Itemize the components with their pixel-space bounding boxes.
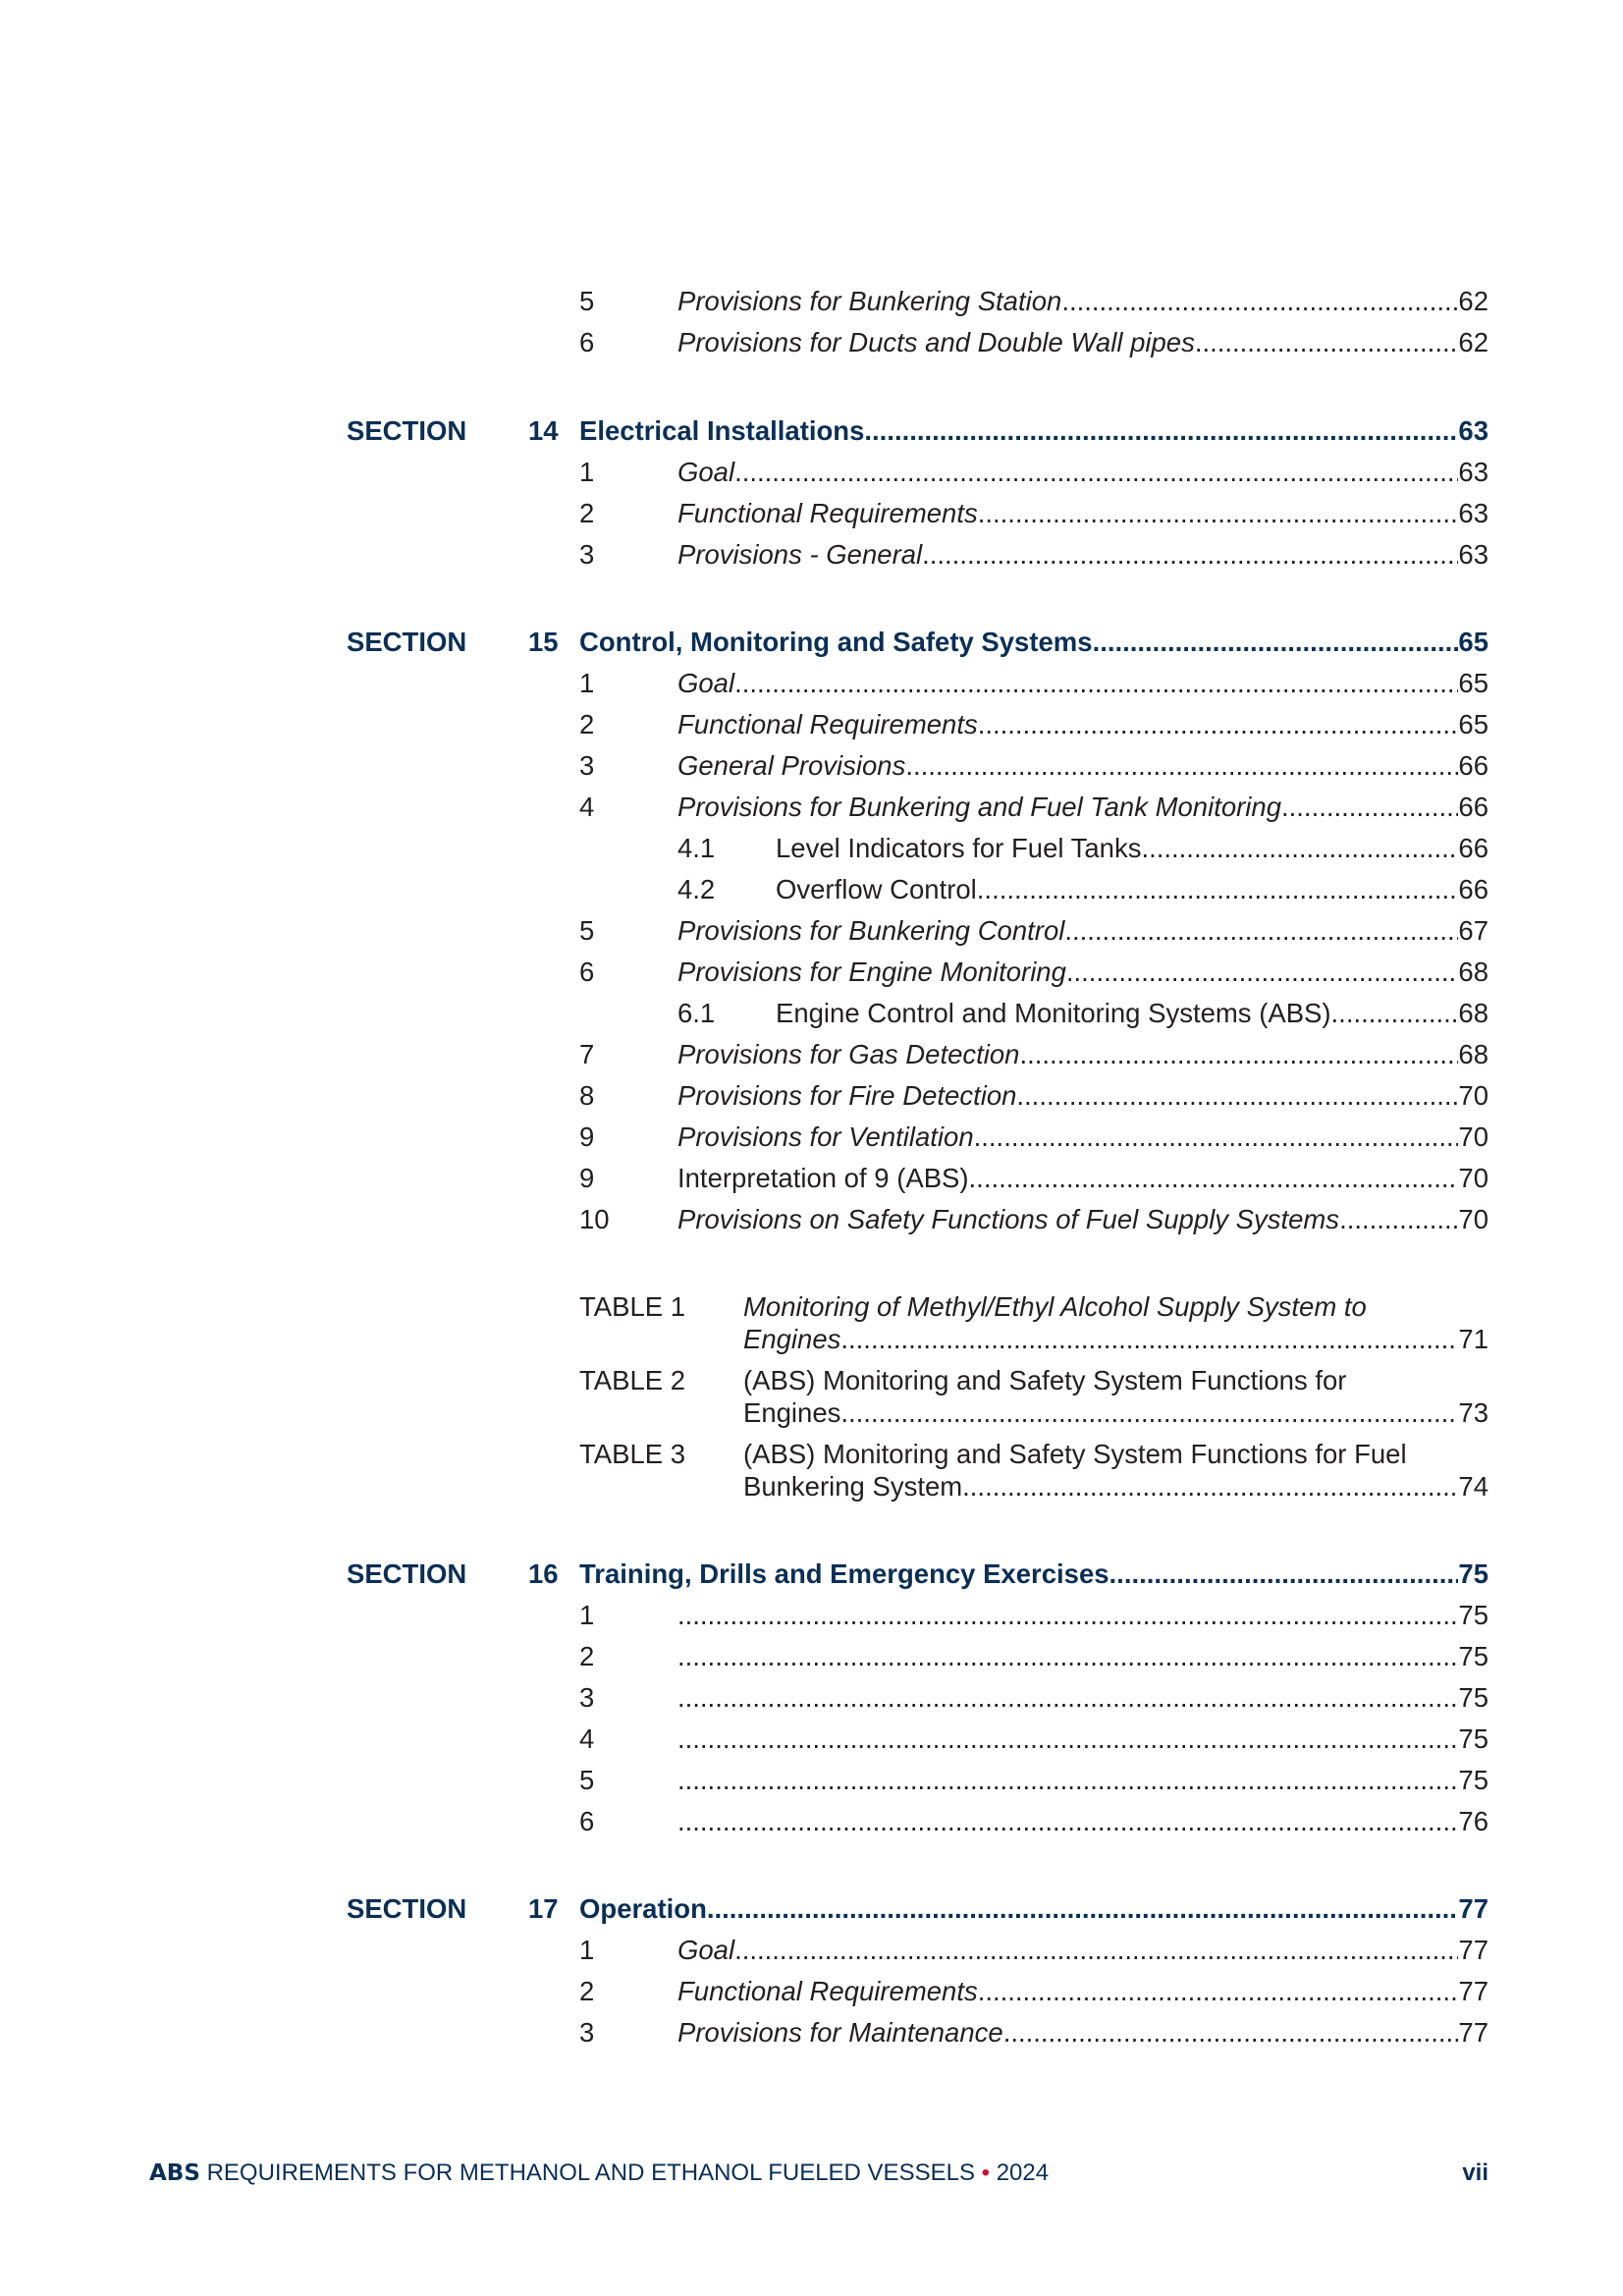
section-number: 15 — [528, 627, 559, 657]
section-title: Training, Drills and Emergency Exercises — [579, 1558, 1109, 1589]
entry-leader — [677, 1637, 1488, 1676]
table-label: TABLE 3 — [579, 1439, 686, 1469]
section-title: Operation — [579, 1893, 707, 1924]
toc-entry[interactable] — [0, 788, 1623, 827]
entry-title: Functional Requirements — [677, 709, 978, 739]
entry-leader — [743, 1320, 1488, 1359]
section-label: SECTION — [347, 415, 467, 446]
footer-bullet: • — [981, 2159, 991, 2186]
dot-leader — [734, 664, 1458, 703]
entry-page: 75 — [1458, 1765, 1488, 1795]
entry-title: Provisions for Ventilation — [677, 1121, 974, 1152]
toc-entry[interactable] — [0, 1972, 1623, 2011]
entry-title: Provisions for Gas Detection — [677, 1039, 1020, 1069]
section-heading-16[interactable] — [0, 1555, 1623, 1594]
dot-leader — [677, 1761, 1458, 1800]
toc-entry[interactable] — [0, 1637, 1623, 1676]
subentry-title: Level Indicators for Fuel Tanks — [776, 833, 1142, 863]
toc-entry[interactable] — [0, 1076, 1623, 1116]
toc-entry[interactable] — [0, 1159, 1623, 1198]
entry-leader — [677, 1200, 1488, 1239]
toc-entry[interactable] — [0, 1200, 1623, 1239]
entry-number: 6 — [579, 1806, 595, 1836]
section-page: 77 — [1458, 1893, 1488, 1924]
entry-page: 66 — [1458, 874, 1488, 904]
entry-number: 10 — [579, 1204, 610, 1234]
dot-leader — [1331, 994, 1459, 1033]
entry-leader — [677, 535, 1488, 574]
entry-leader — [677, 282, 1488, 321]
table-label: TABLE 2 — [579, 1365, 686, 1395]
entry-number: 7 — [579, 1039, 595, 1069]
dot-leader — [1064, 911, 1458, 951]
dot-leader — [707, 1889, 1459, 1929]
entry-page: 70 — [1458, 1121, 1488, 1152]
entry-title: Goal — [677, 1935, 735, 1965]
table-page: 73 — [1458, 1397, 1488, 1428]
entry-number: 4 — [579, 1723, 595, 1754]
section-title: Electrical Installations — [579, 415, 865, 446]
entry-page: 70 — [1458, 1163, 1488, 1193]
section-label: SECTION — [347, 627, 467, 657]
toc-entry[interactable] — [0, 1720, 1623, 1759]
dot-leader — [1195, 323, 1459, 362]
toc-subentry[interactable] — [0, 829, 1623, 868]
entry-number: 3 — [579, 1682, 595, 1713]
dot-leader — [734, 1931, 1458, 1970]
toc-entry[interactable] — [0, 535, 1623, 574]
entry-title: Provisions for Bunkering Station — [677, 286, 1062, 316]
toc-table-entry-cont[interactable] — [0, 1320, 1623, 1359]
entry-number: 5 — [579, 1765, 595, 1795]
dot-leader — [864, 411, 1458, 451]
entry-page: 66 — [1458, 750, 1488, 781]
dot-leader — [1003, 2013, 1459, 2052]
toc-entry[interactable] — [0, 953, 1623, 992]
table-label: TABLE 1 — [579, 1291, 686, 1322]
entry-leader — [677, 1596, 1488, 1635]
section-title: Control, Monitoring and Safety Systems — [579, 627, 1093, 657]
entry-page: 75 — [1458, 1641, 1488, 1671]
entry-leader — [677, 453, 1488, 492]
abs-logo: ABS — [149, 2160, 200, 2186]
entry-leader — [743, 1394, 1488, 1433]
dot-leader — [1093, 623, 1459, 662]
entry-page: 70 — [1458, 1204, 1488, 1234]
entry-number: 1 — [579, 1935, 595, 1965]
toc-entry[interactable] — [0, 664, 1623, 703]
entry-number: 4 — [579, 792, 595, 822]
section-heading-15[interactable] — [0, 623, 1623, 662]
entry-leader — [677, 1802, 1488, 1841]
entry-leader — [776, 870, 1488, 909]
section-heading-14[interactable] — [0, 411, 1623, 451]
entry-page: 63 — [1458, 539, 1488, 570]
dot-leader — [977, 870, 1459, 909]
subentry-number: 6.1 — [677, 998, 716, 1028]
entry-leader — [677, 1118, 1488, 1157]
entry-number: 9 — [579, 1121, 595, 1152]
section-label: SECTION — [347, 1893, 467, 1924]
entry-title: Goal — [677, 668, 735, 698]
entry-page: 75 — [1458, 1723, 1488, 1754]
section-leader — [579, 411, 1488, 451]
dot-leader — [677, 1802, 1458, 1841]
toc-entry[interactable] — [0, 1118, 1623, 1157]
entry-number: 2 — [579, 709, 595, 739]
entry-number: 2 — [579, 1641, 595, 1671]
dot-leader — [969, 1159, 1459, 1198]
entry-title: Provisions for Bunkering Control — [677, 915, 1065, 946]
dot-leader — [1016, 1076, 1458, 1116]
section-number: 14 — [528, 415, 559, 446]
entry-number: 8 — [579, 1080, 595, 1111]
dot-leader — [677, 1596, 1458, 1635]
toc-entry[interactable] — [0, 1596, 1623, 1635]
section-label: SECTION — [347, 1558, 467, 1589]
entry-page: 70 — [1458, 1080, 1488, 1111]
subentry-title: Overflow Control — [776, 874, 977, 904]
entry-title: Provisions for Engine Monitoring — [677, 957, 1066, 987]
dot-leader — [1141, 829, 1458, 868]
entry-leader — [677, 1076, 1488, 1116]
entry-page: 66 — [1458, 833, 1488, 863]
toc-entry[interactable] — [0, 1802, 1623, 1841]
entry-page: 63 — [1458, 457, 1488, 487]
table-title-line2: Bunkering System — [743, 1471, 963, 1502]
table-title-line2: Engines — [743, 1397, 841, 1428]
table-title-line1: (ABS) Monitoring and Safety System Functions for Fuel — [743, 1439, 1407, 1469]
toc-table-entry-cont[interactable] — [0, 1394, 1623, 1433]
footer-title — [149, 2154, 1049, 2193]
entry-title: Functional Requirements — [677, 1976, 978, 2006]
section-leader — [579, 1889, 1488, 1929]
entry-title: Provisions for Maintenance — [677, 2017, 1003, 2048]
toc-entry[interactable] — [0, 1761, 1623, 1800]
subentry-number: 4.1 — [677, 833, 716, 863]
section-page: 65 — [1458, 627, 1488, 657]
footer-page-number: vii — [1462, 2159, 1488, 2186]
entry-leader — [677, 705, 1488, 744]
entry-page: 75 — [1458, 1600, 1488, 1630]
toc-entry[interactable] — [0, 494, 1623, 533]
entry-page: 77 — [1458, 1976, 1488, 2006]
section-heading-17[interactable] — [0, 1889, 1623, 1929]
dot-leader — [677, 1678, 1458, 1718]
table-title-line1: Monitoring of Methyl/Ethyl Alcohol Supply System to — [743, 1291, 1367, 1322]
entry-leader — [677, 2013, 1488, 2052]
entry-leader — [677, 953, 1488, 992]
dot-leader — [978, 705, 1459, 744]
section-number: 17 — [528, 1893, 559, 1924]
subentry-title: Engine Control and Monitoring Systems (ABS) — [776, 998, 1331, 1028]
entry-leader — [776, 994, 1488, 1033]
page-footer — [0, 2154, 1623, 2193]
toc-entry[interactable] — [0, 2013, 1623, 2052]
entry-number: 9 — [579, 1163, 595, 1193]
entry-leader — [677, 1931, 1488, 1970]
entry-page: 77 — [1458, 2017, 1488, 2048]
toc-subentry[interactable] — [0, 870, 1623, 909]
toc-entry[interactable] — [0, 1035, 1623, 1074]
entry-page: 68 — [1458, 998, 1488, 1028]
entry-leader — [677, 1720, 1488, 1759]
entry-title: Interpretation of 9 (ABS) — [677, 1163, 969, 1193]
entry-number: 3 — [579, 2017, 595, 2048]
entry-title: Provisions for Fire Detection — [677, 1080, 1017, 1111]
section-leader — [579, 623, 1488, 662]
entry-page: 62 — [1458, 286, 1488, 316]
toc-entry[interactable] — [0, 323, 1623, 362]
entry-page: 63 — [1458, 498, 1488, 528]
entry-title: Functional Requirements — [677, 498, 978, 528]
footer-year: 2024 — [996, 2159, 1050, 2186]
entry-leader — [677, 1972, 1488, 2011]
entry-leader — [776, 829, 1488, 868]
entry-leader — [677, 494, 1488, 533]
dot-leader — [1061, 282, 1458, 321]
dot-leader — [1339, 1200, 1458, 1239]
entry-page: 65 — [1458, 668, 1488, 698]
entry-title: Goal — [677, 457, 735, 487]
dot-leader — [677, 1637, 1458, 1676]
entry-leader — [677, 1761, 1488, 1800]
entry-leader — [677, 1678, 1488, 1718]
entry-page: 76 — [1458, 1806, 1488, 1836]
toc-entry[interactable] — [0, 453, 1623, 492]
dot-leader — [978, 494, 1459, 533]
toc-subentry[interactable] — [0, 994, 1623, 1033]
entry-title: General Provisions — [677, 750, 906, 781]
section-page: 75 — [1458, 1558, 1488, 1589]
entry-title: Provisions on Safety Functions of Fuel Supply Systems — [677, 1204, 1340, 1234]
dot-leader — [840, 1320, 1458, 1359]
entry-page: 66 — [1458, 792, 1488, 822]
dot-leader — [1019, 1035, 1458, 1074]
entry-page: 68 — [1458, 957, 1488, 987]
entry-number: 1 — [579, 457, 595, 487]
section-page: 63 — [1458, 415, 1488, 446]
section-leader — [579, 1555, 1488, 1594]
toc-entry[interactable] — [0, 911, 1623, 951]
toc-entry[interactable] — [0, 1931, 1623, 1970]
entry-number: 1 — [579, 1600, 595, 1630]
entry-title: Provisions for Ducts and Double Wall pipes — [677, 327, 1195, 357]
entry-number: 6 — [579, 957, 595, 987]
table-page: 71 — [1458, 1324, 1488, 1354]
entry-number: 5 — [579, 915, 595, 946]
toc-entry[interactable] — [0, 282, 1623, 321]
dot-leader — [974, 1118, 1459, 1157]
toc-entry[interactable] — [0, 1678, 1623, 1718]
dot-leader — [905, 746, 1458, 786]
entry-page: 77 — [1458, 1935, 1488, 1965]
dot-leader — [978, 1972, 1459, 2011]
table-page: 74 — [1458, 1471, 1488, 1502]
entry-page: 65 — [1458, 709, 1488, 739]
dot-leader — [677, 1720, 1458, 1759]
entry-leader — [743, 1467, 1488, 1506]
entry-number: 2 — [579, 1976, 595, 2006]
entry-leader — [677, 1159, 1488, 1198]
toc-entry[interactable] — [0, 746, 1623, 786]
entry-title: Provisions - General — [677, 539, 923, 570]
dot-leader — [734, 453, 1458, 492]
entry-number: 2 — [579, 498, 595, 528]
dot-leader — [840, 1394, 1458, 1433]
dot-leader — [962, 1467, 1458, 1506]
dot-leader — [1066, 953, 1459, 992]
entry-number: 5 — [579, 286, 595, 316]
entry-leader — [677, 323, 1488, 362]
entry-page: 75 — [1458, 1682, 1488, 1713]
table-title-line2: Engines — [743, 1324, 841, 1354]
entry-title: Provisions for Bunkering and Fuel Tank Monitoring — [677, 792, 1282, 822]
entry-number: 6 — [579, 327, 595, 357]
toc-entry[interactable] — [0, 705, 1623, 744]
footer-document-title: REQUIREMENTS FOR METHANOL AND ETHANOL FUELED VESSELS — [206, 2159, 975, 2186]
entry-leader — [677, 664, 1488, 703]
table-title-line1: (ABS) Monitoring and Safety System Functions for — [743, 1365, 1347, 1395]
entry-number: 1 — [579, 668, 595, 698]
dot-leader — [922, 535, 1458, 574]
dot-leader — [1109, 1555, 1459, 1594]
subentry-number: 4.2 — [677, 874, 716, 904]
toc-table-entry-cont[interactable] — [0, 1467, 1623, 1506]
entry-leader — [677, 1035, 1488, 1074]
dot-leader — [1281, 788, 1458, 827]
entry-page: 67 — [1458, 915, 1488, 946]
entry-leader — [677, 911, 1488, 951]
entry-number: 3 — [579, 750, 595, 781]
entry-leader — [677, 746, 1488, 786]
entry-page: 62 — [1458, 327, 1488, 357]
section-number: 16 — [528, 1558, 559, 1589]
entry-leader — [677, 788, 1488, 827]
entry-number: 3 — [579, 539, 595, 570]
entry-page: 68 — [1458, 1039, 1488, 1069]
